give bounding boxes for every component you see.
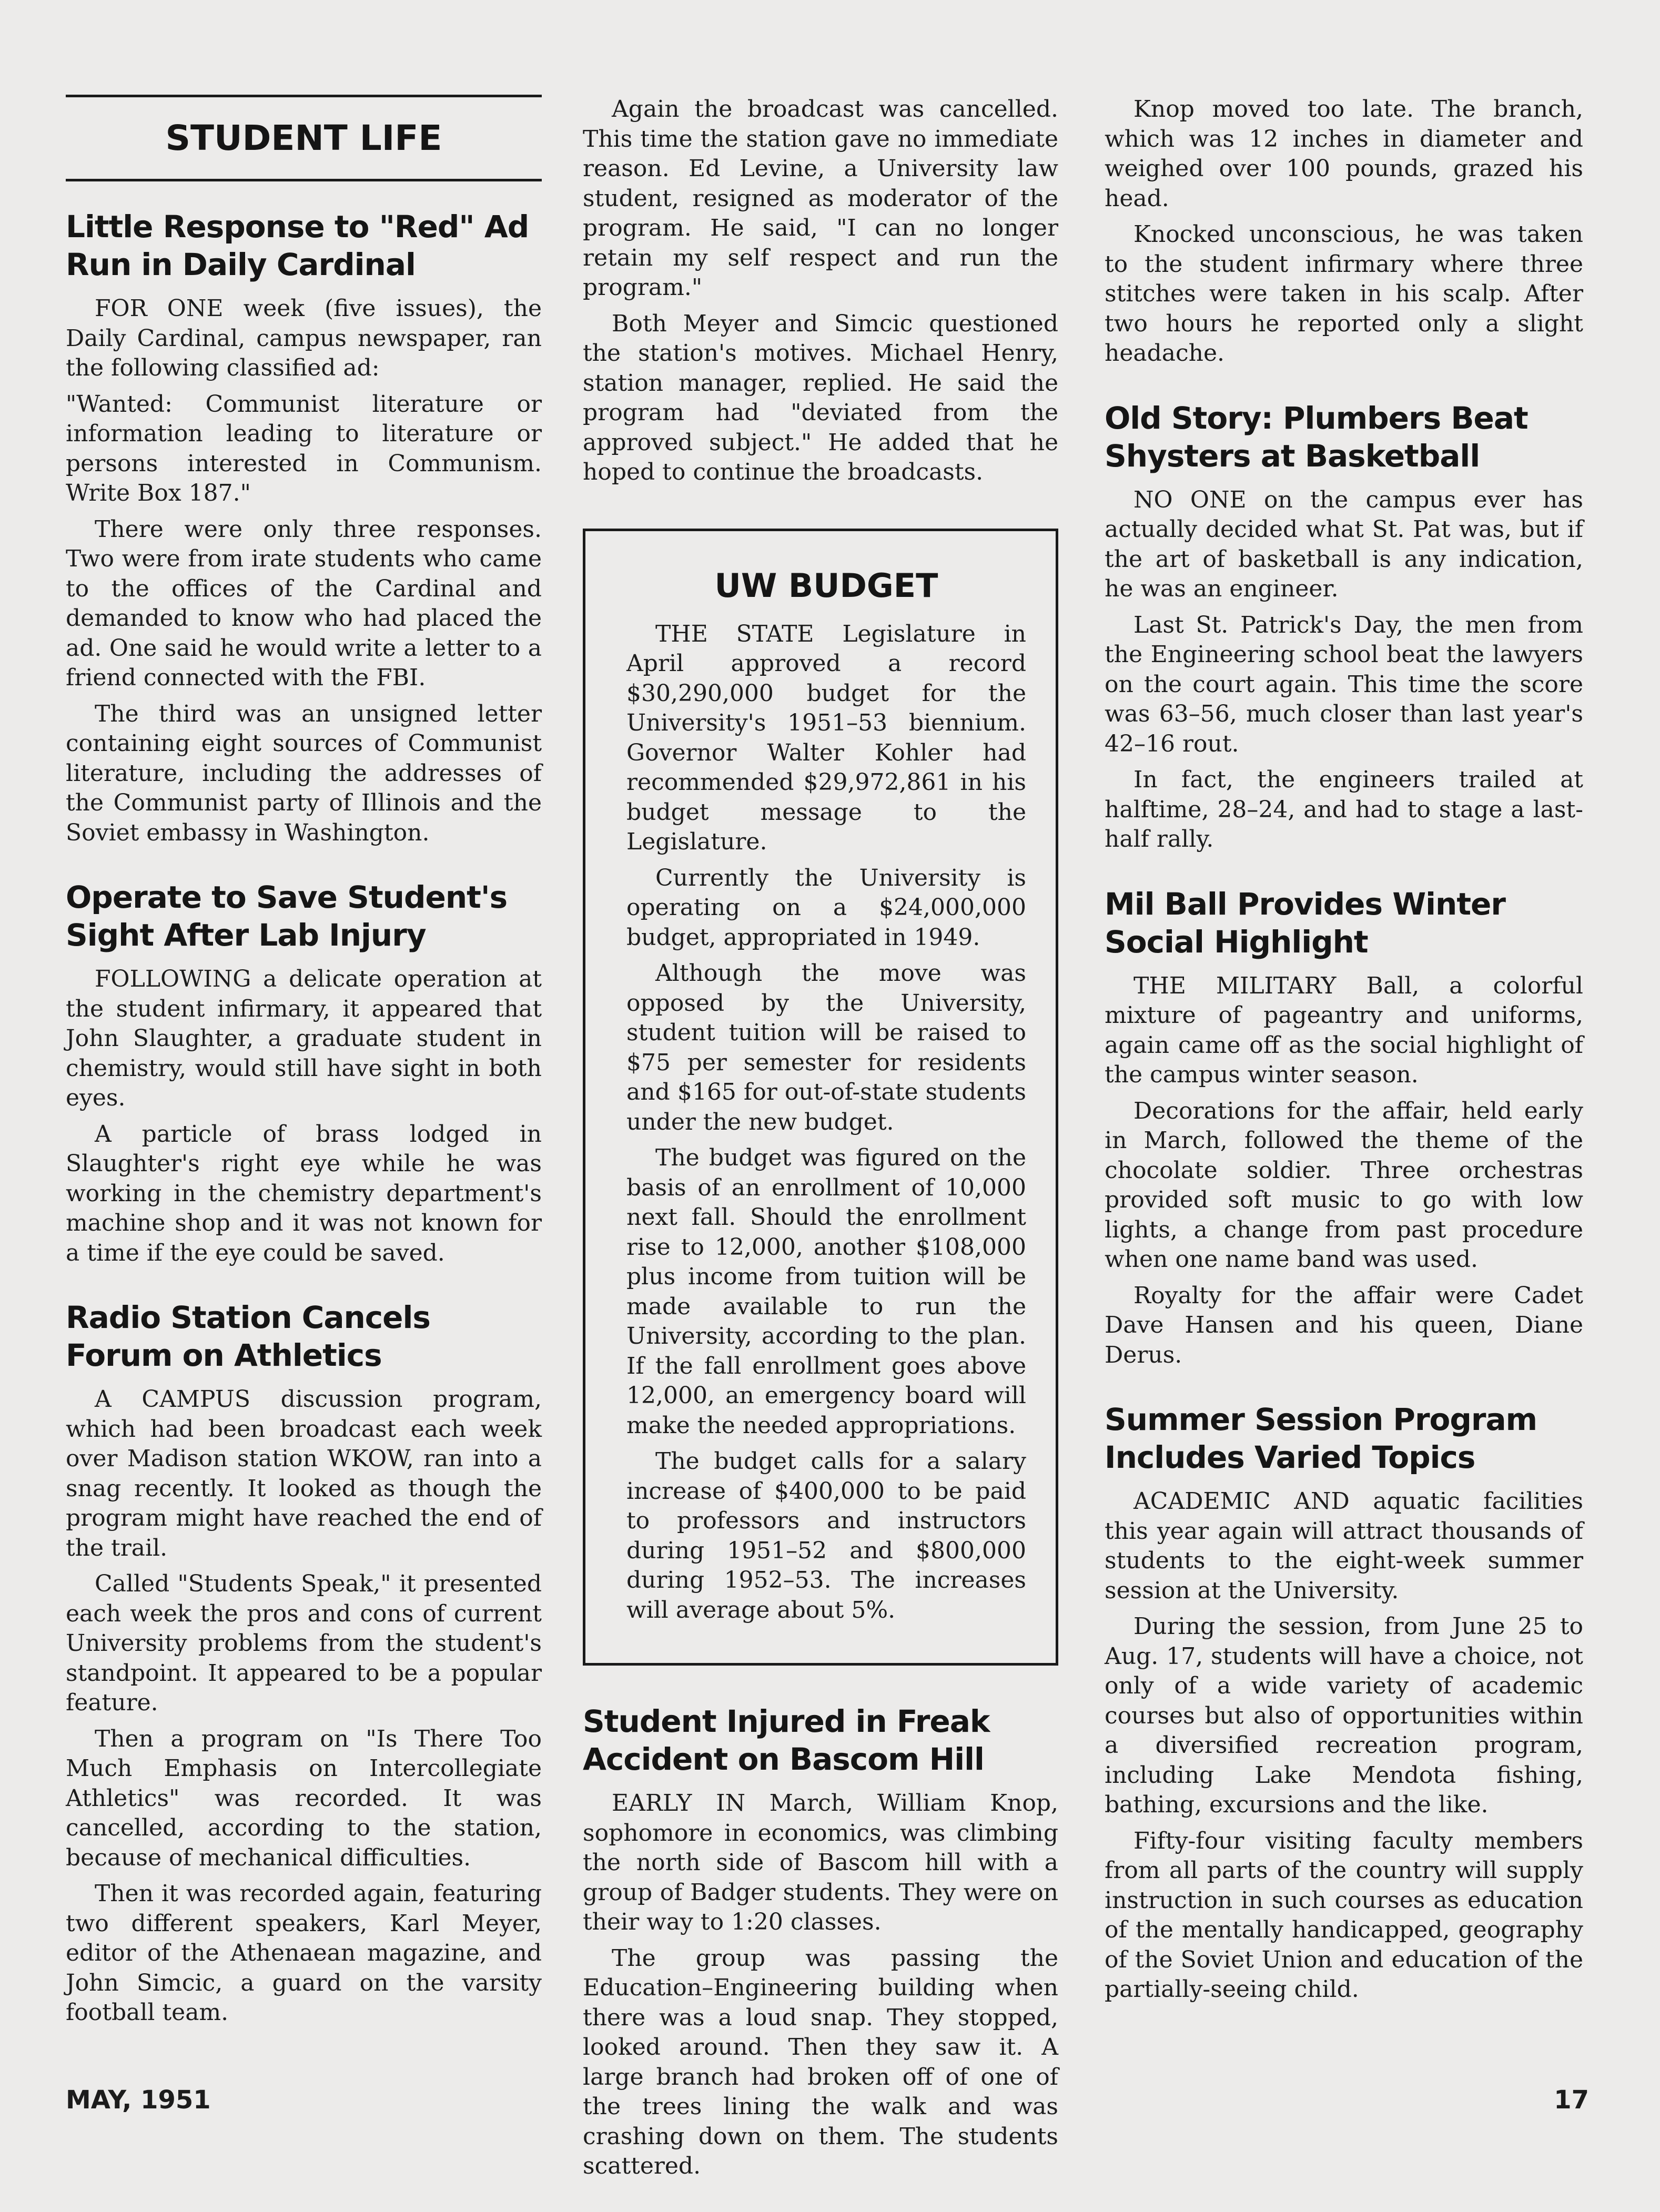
paragraph: Royalty for the affair were Cadet Dave Hansen and his queen, Diane Derus. xyxy=(1105,1282,1583,1368)
headline-lab-injury: Operate to Save Student's Sight After Lab Injury xyxy=(66,879,508,953)
paragraph: FOR ONE week (five issues), the Daily Cardinal, campus newspaper, ran the following classified ad: xyxy=(66,295,542,381)
paragraph: THE STATE Legislature in April approved a record $30,290,000 budget for the University's 1951–53 biennium. Governor Walter Kohler had recommended $29,972,861 in his budget message to the Legislature. xyxy=(626,620,1026,855)
footer-date: MAY, 1951 xyxy=(66,2085,211,2115)
paragraph: Called "Students Speak," it presented each week the pros and cons of current University problems from the student's standpoint. It appeared to be a popular feature. xyxy=(66,1570,542,1716)
paragraph: Last St. Patrick's Day, the men from the Engineering school beat the lawyers on the court again. This time the score was 63–56, much closer than last year's 42–16 rout. xyxy=(1105,611,1583,757)
headline-budget: UW BUDGET xyxy=(714,566,938,605)
headline-mil-ball: Mil Ball Provides Winter Social Highlight xyxy=(1105,886,1506,960)
paragraph: Then it was recorded again, featuring two different speakers, Karl Meyer, editor of the Athenaean magazine, and John Simcic, a guard on the varsity football team. xyxy=(66,1880,542,2026)
paragraph: Knop moved too late. The branch, which was 12 inches in diameter and weighed over 100 pounds, grazed his head. xyxy=(1105,96,1583,212)
section-title: STUDENT LIFE xyxy=(165,118,442,158)
article-radio xyxy=(66,1298,542,2028)
headline-radio: Radio Station Cancels Forum on Athletics xyxy=(66,1300,430,1373)
article-red-ad xyxy=(66,208,542,848)
budget-box xyxy=(583,529,1058,1666)
paragraph: A particle of brass lodged in Slaughter's right eye while he was working in the chemistry department's machine shop and it was not known for a time if the eye could be saved. xyxy=(66,1120,542,1266)
paragraph: Currently the University is operating on a $24,000,000 budget, appropriated in 1949. xyxy=(626,864,1026,951)
article-radio-continued xyxy=(583,95,1058,488)
article-mil-ball xyxy=(1105,885,1583,1371)
page-number: 17 xyxy=(1554,2085,1589,2115)
paragraph: FOLLOWING a delicate operation at the student infirmary, it appeared that John Slaughter, a graduate student in chemistry, would still have sight in both eyes. xyxy=(66,966,542,1111)
headline-freak-accident: Student Injured in Freak Accident on Bascom Hill xyxy=(583,1703,990,1777)
headline-summer-session: Summer Session Program Includes Varied Topics xyxy=(1105,1402,1537,1475)
column-2 xyxy=(583,95,1058,2188)
paragraph: The third was an unsigned letter containing eight sources of Communist literature, including the addresses of the Communist party of Illinois and the Soviet embassy in Washington. xyxy=(66,700,542,846)
paragraph: Then a program on "Is There Too Much Emphasis on Intercollegiate Athletics" was recorded. It was cancelled, according to the station, because of mechanical difficulties. xyxy=(66,1725,542,1871)
article-lab-injury xyxy=(66,878,542,1268)
paragraph: There were only three responses. Two were from irate students who came to the offices of the Cardinal and demanded to know who had placed the ad. One said he would write a letter to a friend connected with the FBI. xyxy=(66,515,542,691)
paragraph: NO ONE on the campus ever has actually decided what St. Pat was, but if the art of basketball is any indication, he was an engineer. xyxy=(1105,486,1583,602)
paragraph: "Wanted: Communist literature or information leading to literature or persons interested in Communism. Write Box 187." xyxy=(66,390,542,506)
paragraph: Both Meyer and Simcic questioned the station's motives. Michael Henry, station manager, replied. He said the program had "deviated from the approved subject." He added that he hoped to continue the broadcasts. xyxy=(583,310,1058,485)
paragraph: THE MILITARY Ball, a colorful mixture of pageantry and uniforms, again came off as the social highlight of the campus winter season. xyxy=(1105,972,1583,1088)
paragraph: Fifty-four visiting faculty members from all parts of the country will supply instruction in such courses as education of the mentally handicapped, geography of the Soviet Union and education of the partially-seeing child. xyxy=(1105,1827,1583,2003)
article-basketball xyxy=(1105,399,1583,855)
paragraph: Again the broadcast was cancelled. This time the station gave no immediate reason. Ed Levine, a University law student, resigned as moderator of the program. He said, "I can no longer retain my self respect and run the program." xyxy=(583,96,1058,301)
section-header xyxy=(66,95,542,181)
article-freak-accident xyxy=(583,1702,1058,2181)
paragraph: The group was passing the Education–Engineering building when there was a loud snap. They stopped, looked around. Then they saw it. A large branch had broken off of one of the trees lining the walk and was crashing down on them. The students scattered. xyxy=(583,1944,1058,2179)
paragraph: Knocked unconscious, he was taken to the student infirmary where three stitches were taken in his scalp. After two hours he reported only a slight headache. xyxy=(1105,221,1583,367)
paragraph: ACADEMIC AND aquatic facilities this year again will attract thousands of students to the eight-week summer session at the University. xyxy=(1105,1488,1583,1604)
paragraph: The budget calls for a salary increase of $400,000 to be paid to professors and instructors during 1951–52 and $800,000 during 1952–53. The increases will average about 5%. xyxy=(626,1448,1026,1624)
paragraph: In fact, the engineers trailed at halftime, 28–24, and had to stage a last-half rally. xyxy=(1105,766,1583,853)
headline-red-ad: Little Response to "Red" Ad Run in Daily Cardinal xyxy=(66,209,529,282)
paragraph: During the session, from June 25 to Aug. 17, students will have a choice, not only of a wide variety of academic courses but also of opportunities within a diversified recreation program, including Lake Mendota fishing, bathing, excursions and the like. xyxy=(1105,1613,1583,1818)
paragraph: Although the move was opposed by the University, student tuition will be raised to $75 per semester for residents and $165 for out-of-state students under the new budget. xyxy=(626,960,1026,1135)
paragraph: A CAMPUS discussion program, which had been broadcast each week over Madison station WKOW, ran into a snag recently. It looked as though the program might have reached the end of the trail. xyxy=(66,1386,542,1561)
paragraph: EARLY IN March, William Knop, sophomore in economics, was climbing the north side of Bascom hill with a group of Badger students. They were on their way to 1:20 classes. xyxy=(583,1790,1058,1935)
column-3 xyxy=(1105,95,1583,2011)
headline-basketball: Old Story: Plumbers Beat Shysters at Basketball xyxy=(1105,400,1528,474)
paragraph: Decorations for the affair, held early in March, followed the theme of the chocolate soldier. Three orchestras provided soft music to go with low lights, a change from past procedure when one name band was used. xyxy=(1105,1097,1583,1273)
paragraph: The budget was figured on the basis of an enrollment of 10,000 next fall. Should the enrollment rise to 12,000, another $108,000 plus income from tuition will be made available to run the University, according to the plan. If the fall enrollment goes above 12,000, an emergency board will make the needed appropriations. xyxy=(626,1144,1026,1439)
article-freak-accident-continued xyxy=(1105,95,1583,369)
column-1 xyxy=(66,95,542,2034)
article-summer-session xyxy=(1105,1401,1583,2005)
